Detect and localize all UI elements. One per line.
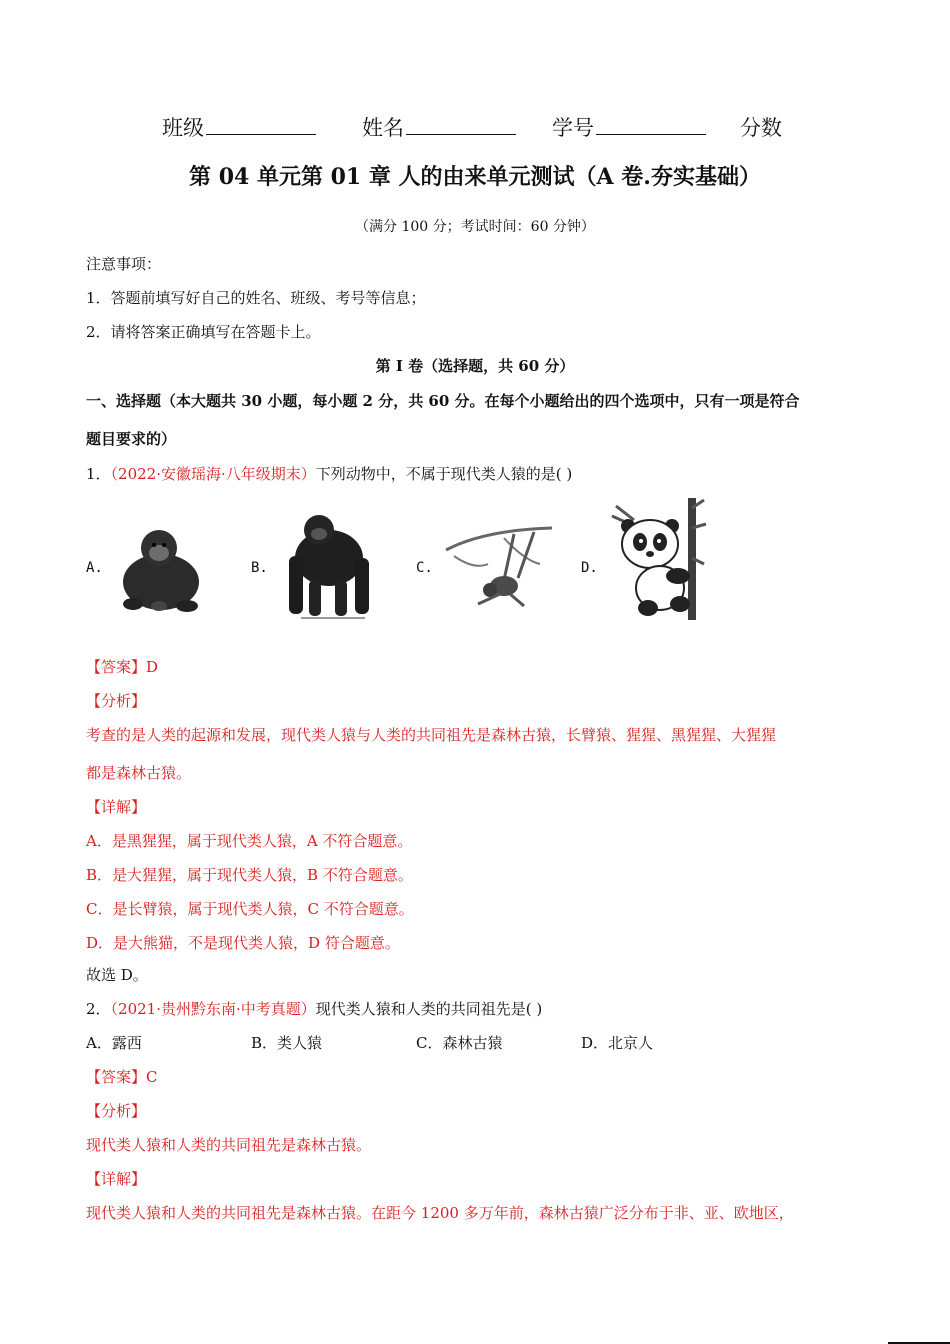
question-stem: 下列动物中，不属于现代类人猿的是( ) [315, 465, 573, 483]
page-subtitle: （满分 100 分；考试时间：60 分钟） [355, 219, 595, 235]
detail-line: B．是大猩猩，属于现代类人猿，B 不符合题意。 [86, 866, 413, 884]
id-label: 学号 [552, 116, 594, 140]
answer-value: D [146, 658, 159, 676]
class-field[interactable] [162, 112, 316, 142]
analysis-text: 现代类人猿和人类的共同祖先是森林古猿。 [86, 1136, 372, 1154]
question-1 [86, 463, 572, 484]
question-2 [86, 998, 542, 1019]
answer-value: C [146, 1068, 158, 1086]
option-d[interactable]: D．北京人 [581, 1034, 654, 1052]
detail-line: D．是大熊猫，不是现代类人猿，D 符合题意。 [86, 934, 400, 952]
gibbon-image [444, 520, 554, 612]
section-heading-cont: 题目要求的） [86, 430, 177, 448]
detail-line: A．是黑猩猩，属于现代类人猿，A 不符合题意。 [86, 832, 413, 850]
id-field[interactable] [552, 112, 706, 142]
option-c[interactable]: C．森林古猿 [416, 1034, 503, 1052]
page-title: 第 04 单元第 01 章 人的由来单元测试（A 卷.夯实基础） [189, 164, 761, 190]
analysis-label: 【分析】 [86, 1102, 147, 1120]
name-field[interactable] [362, 112, 516, 142]
analysis-text-cont: 都是森林古猿。 [86, 764, 192, 782]
question-number: 2． [86, 1000, 111, 1018]
analysis-label: 【分析】 [86, 692, 147, 710]
name-blank[interactable] [406, 114, 516, 135]
option-b-label[interactable]: B. [251, 560, 268, 576]
note-item: 2．请将答案正确填写在答题卡上。 [86, 323, 321, 341]
option-d-label[interactable]: D. [581, 560, 598, 576]
question-stem: 现代类人猿和人类的共同祖先是( ) [315, 1000, 543, 1018]
option-a-label[interactable]: A. [86, 560, 103, 576]
question-number: 1． [86, 465, 111, 483]
answer-line [86, 1066, 158, 1087]
part-heading: 第 I 卷（选择题，共 60 分） [375, 357, 575, 375]
answer-label: 【答案】 [86, 1068, 147, 1086]
note-item: 1．答题前填写好自己的姓名、班级、考号等信息； [86, 289, 426, 307]
gorilla-image [275, 512, 379, 620]
score-field [740, 112, 782, 142]
class-label: 班级 [162, 116, 204, 140]
detail-label: 【详解】 [86, 1170, 147, 1188]
answer-label: 【答案】 [86, 658, 147, 676]
name-label: 姓名 [362, 116, 404, 140]
conclusion: 故选 D。 [86, 966, 148, 984]
question-source: （2022·安徽瑶海·八年级期末） [110, 465, 316, 483]
detail-text: 现代类人猿和人类的共同祖先是森林古猿。在距今 1200 多万年前，森林古猿广泛分布于非、亚、欧地区， [86, 1204, 794, 1222]
analysis-text: 考查的是人类的起源和发展，现代类人猿与人类的共同祖先是森林古猿，长臂猿、猩猩、黑猩猩、大猩猩 [86, 726, 777, 744]
score-label: 分数 [740, 116, 782, 140]
notes-heading: 注意事项： [86, 255, 162, 273]
option-a[interactable]: A．露西 [86, 1034, 142, 1052]
detail-label: 【详解】 [86, 798, 147, 816]
chimpanzee-image [113, 522, 209, 614]
question-source: （2021·贵州黔东南·中考真题） [110, 1000, 316, 1018]
option-c-label[interactable]: C. [416, 560, 433, 576]
panda-image [608, 498, 708, 620]
student-info-line [162, 112, 782, 142]
option-b[interactable]: B．类人猿 [251, 1034, 323, 1052]
id-blank[interactable] [596, 114, 706, 135]
class-blank[interactable] [206, 114, 316, 135]
detail-line: C．是长臂猿，属于现代类人猿，C 不符合题意。 [86, 900, 414, 918]
answer-line [86, 656, 158, 677]
section-heading: 一、选择题（本大题共 30 小题，每小题 2 分，共 60 分。在每个小题给出的四个选项中，只有一项是符合 [86, 392, 800, 410]
